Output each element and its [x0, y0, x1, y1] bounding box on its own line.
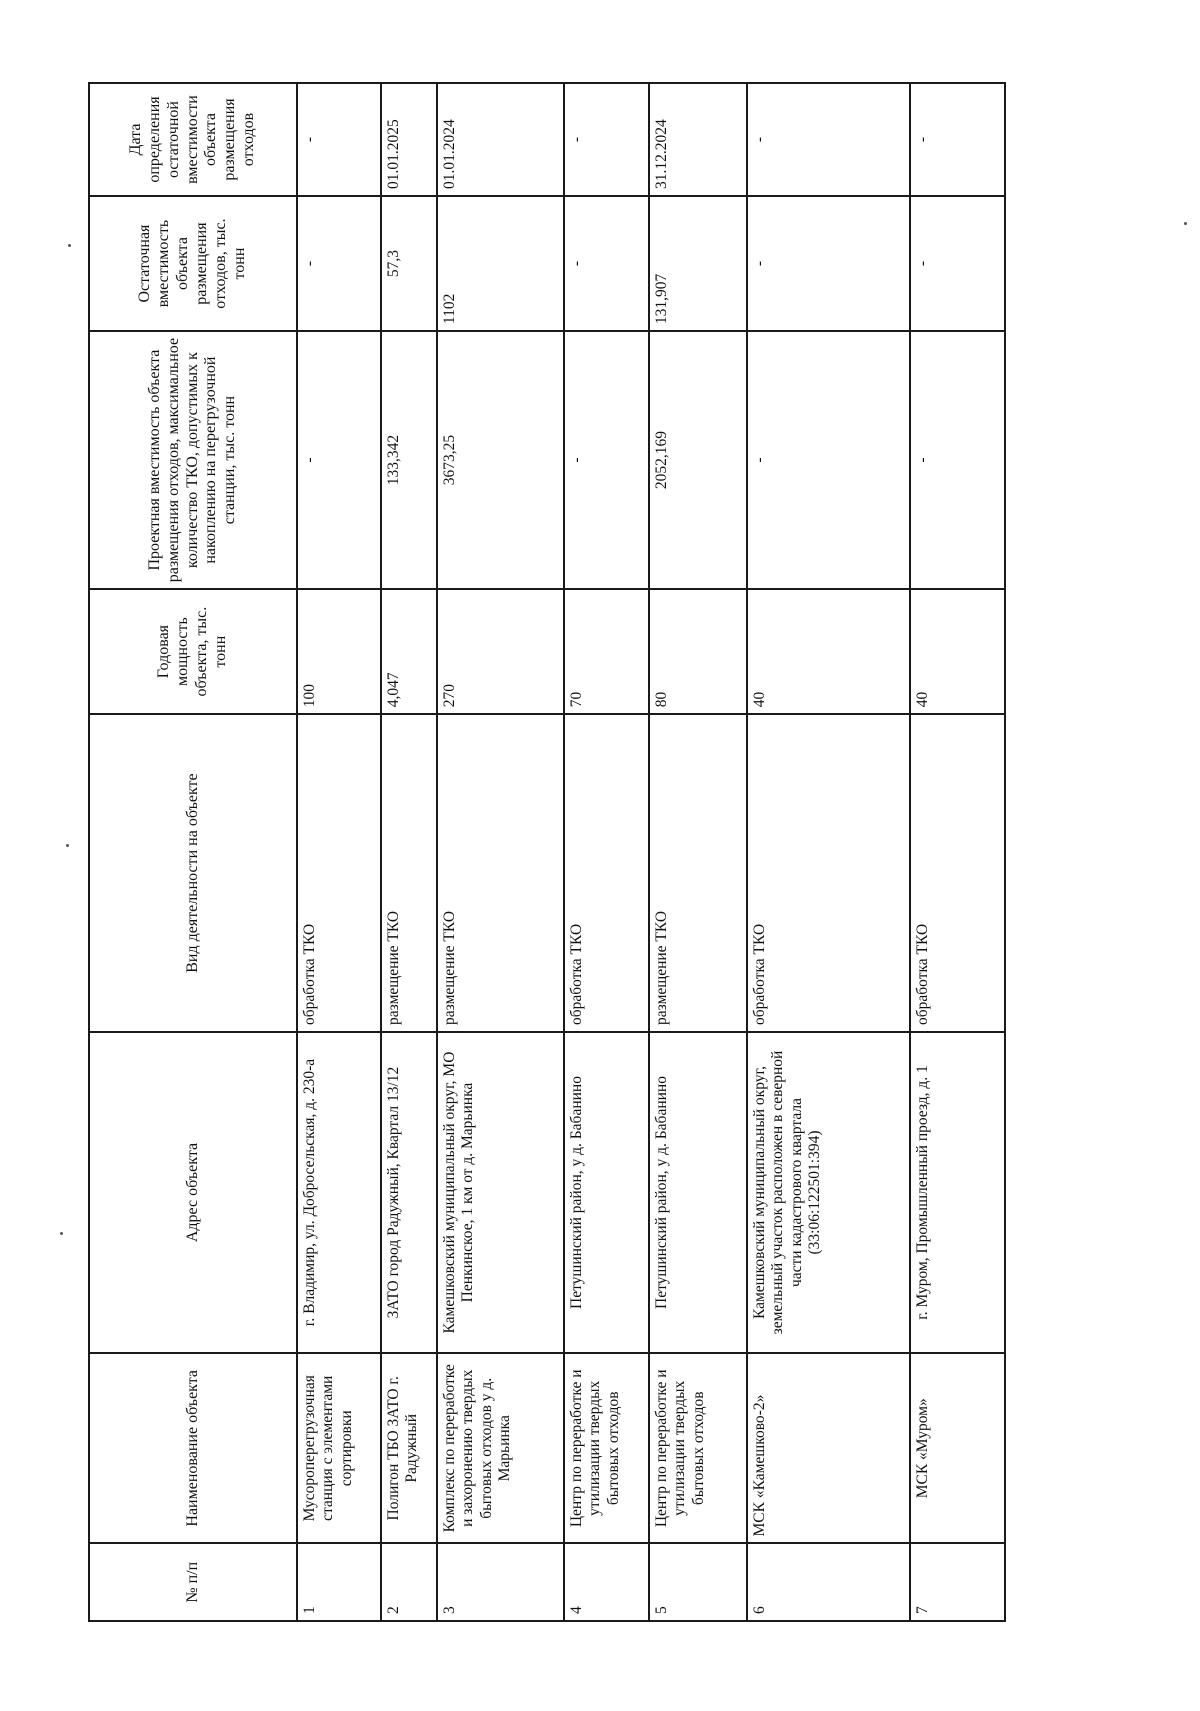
cell-name: МСК «Камешково-2» [747, 1353, 910, 1543]
cell-name: Центр по переработке и утилизации твердых бытовых отходов [649, 1353, 747, 1543]
cell-residual-date: - [910, 83, 1005, 196]
cell-name: Центр по переработке и утилизации твердых бытовых отходов [564, 1353, 649, 1543]
cell-address: Камешковский муниципальный округ, земельный участок расположен в северной части кадастрового квартала (33:06:122501:394) [747, 1032, 910, 1353]
cell-design-capacity: - [564, 331, 649, 589]
table-row [437, 83, 564, 1621]
cell-annual-capacity: 40 [910, 589, 1005, 714]
cell-name: МСК «Муром» [910, 1353, 1005, 1543]
cell-address: г. Муром, Промышленный проезд, д. 1 [910, 1032, 1005, 1353]
cell-activity: размещение ТКО [649, 714, 747, 1032]
header-activity: Вид деятельности на объекте [89, 714, 297, 1032]
cell-name: Мусороперегрузочная станция с элементами сортировки [297, 1353, 381, 1543]
cell-design-capacity: - [910, 331, 1005, 589]
header-residual-date: Дата определения остаточной вместимости объекта размещения отходов [89, 83, 297, 196]
cell-residual-capacity: - [910, 196, 1005, 331]
table-row [564, 83, 649, 1621]
cell-annual-capacity: 80 [649, 589, 747, 714]
cell-residual-capacity: - [297, 196, 381, 331]
cell-residual-date: - [564, 83, 649, 196]
cell-activity: обработка ТКО [564, 714, 649, 1032]
table-row [381, 83, 437, 1621]
cell-activity: обработка ТКО [747, 714, 910, 1032]
header-name: Наименование объекта [89, 1353, 297, 1543]
header-residual-capacity: Остаточная вместимость объекта размещения отходов, тыс. тонн [89, 196, 297, 331]
cell-design-capacity: - [747, 331, 910, 589]
waste-facilities-table [88, 82, 1006, 1622]
cell-design-capacity: 3673,25 [437, 331, 564, 589]
cell-residual-date: 01.01.2024 [437, 83, 564, 196]
cell-activity: размещение ТКО [437, 714, 564, 1032]
table-row [649, 83, 747, 1621]
header-annual-capacity: Годовая мощность объекта, тыс. тонн [89, 589, 297, 714]
cell-residual-date: - [747, 83, 910, 196]
scan-dot [60, 1232, 63, 1235]
cell-num: 5 [649, 1544, 747, 1622]
table-row [910, 83, 1005, 1621]
cell-residual-date: 01.01.2025 [381, 83, 437, 196]
cell-residual-capacity: 57,3 [381, 196, 437, 331]
cell-residual-date: 31.12.2024 [649, 83, 747, 196]
cell-design-capacity: - [297, 331, 381, 589]
header-design-capacity: Проектная вместимость объекта размещения отходов, максимальное количество ТКО, допустимых к накоплению на перегрузочной станции, тыс. тонн [89, 331, 297, 589]
cell-name: Комплекс по переработке и захоронению твердых бытовых отходов у д. Марьинка [437, 1353, 564, 1543]
table-header-row [89, 83, 297, 1621]
cell-num: 7 [910, 1544, 1005, 1622]
cell-annual-capacity: 270 [437, 589, 564, 714]
cell-design-capacity: 2052,169 [649, 331, 747, 589]
cell-address: г. Владимир, ул. Добросельская, д. 230-а [297, 1032, 381, 1353]
cell-address: ЗАТО город Радужный, Квартал 13/12 [381, 1032, 437, 1353]
cell-residual-capacity: 131,907 [649, 196, 747, 331]
cell-activity: обработка ТКО [910, 714, 1005, 1032]
cell-annual-capacity: 4,047 [381, 589, 437, 714]
table-row [297, 83, 381, 1621]
scan-dot [1184, 222, 1187, 225]
cell-design-capacity: 133,342 [381, 331, 437, 589]
cell-address: Петушинский район, у д. Бабанино [649, 1032, 747, 1353]
cell-residual-capacity: - [564, 196, 649, 331]
cell-activity: обработка ТКО [297, 714, 381, 1032]
header-address: Адрес объекта [89, 1032, 297, 1353]
cell-num: 1 [297, 1544, 381, 1622]
cell-num: 6 [747, 1544, 910, 1622]
cell-name: Полигон ТБО ЗАТО г. Радужный [381, 1353, 437, 1543]
cell-address: Петушинский район, у д. Бабанино [564, 1032, 649, 1353]
header-num: № п/п [89, 1544, 297, 1622]
cell-residual-capacity: 1102 [437, 196, 564, 331]
cell-annual-capacity: 70 [564, 589, 649, 714]
cell-address: Камешковский муниципальный округ, МО Пенкинское, 1 км от д. Марьинка [437, 1032, 564, 1353]
scan-dot [68, 244, 71, 247]
cell-residual-date: - [297, 83, 381, 196]
cell-annual-capacity: 40 [747, 589, 910, 714]
scan-dot [66, 844, 69, 847]
rotated-page [88, 82, 1088, 1622]
cell-annual-capacity: 100 [297, 589, 381, 714]
table-row [747, 83, 910, 1621]
cell-residual-capacity: - [747, 196, 910, 331]
cell-num: 2 [381, 1544, 437, 1622]
cell-activity: размещение ТКО [381, 714, 437, 1032]
cell-num: 3 [437, 1544, 564, 1622]
cell-num: 4 [564, 1544, 649, 1622]
